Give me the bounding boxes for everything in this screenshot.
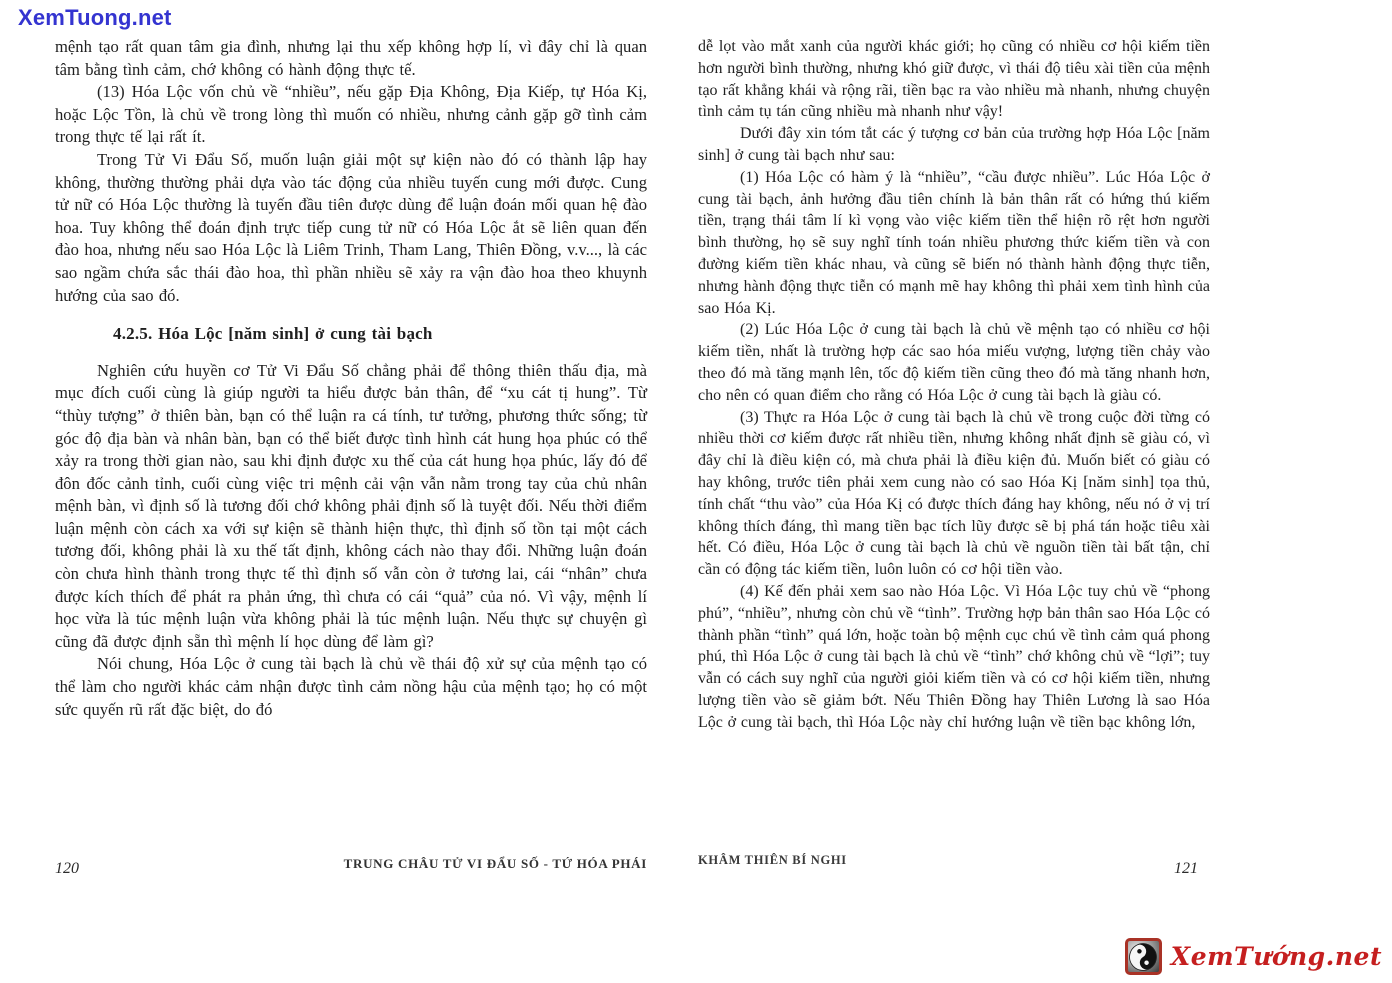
site-watermark: XemTuong.net [18, 5, 172, 30]
page-left-footer [55, 855, 647, 877]
paragraph: mệnh tạo rất quan tâm gia đình, nhưng lại thu xếp không hợp lí, vì đây chỉ là quan tâm bằng tình cảm, chớ không có hành động thực tế. [55, 37, 647, 79]
page-left [55, 36, 647, 721]
site-logo-text: XemTướng.net [1170, 942, 1382, 971]
page-right-footer [698, 851, 1210, 877]
paragraph: Nói chung, Hóa Lộc ở cung tài bạch là chủ về thái độ xử sự của mệnh tạo có thể làm cho người khác cảm nhận được tình cảm nồng hậu của mệnh tạo; họ có một sức quyến rũ rất đặc biệt, do đó [55, 654, 647, 719]
paragraph: (3) Thực ra Hóa Lộc ở cung tài bạch là chủ về trong cuộc đời từng có nhiều thời cơ kiếm được rất nhiều tiền, nhưng không nhất định sẽ giàu có, vì đây chỉ là điều kiện có, mà chưa phải là điều kiện đủ. Muốn biết có giàu có hay không, trước tiên phải xem cung nào có sao Hóa Kị [năm sinh] tọa thủ, tính chất “thu vào” của Hóa Kị có được thích đáng hay không, nếu nó ở vị trí không thích đáng, thì mang tiền bạc tích lũy được sẽ bị phá tán hoặc tiêu xài hết. Có điều, Hóa Lộc ở cung tài bạch là chủ về nguồn tiền tài bất tận, chỉ cần có động tác kiếm tiền, luôn luôn có cơ hội tiền vào. [698, 408, 1210, 579]
paragraph: (4) Kế đến phải xem sao nào Hóa Lộc. Vì Hóa Lộc tuy chủ về “phong phú”, “nhiều”, nhưng còn chủ về “tình”. Trường hợp bản thân sao Hóa Lộc có thành phần “tình” quá lớn, hoặc toàn bộ mệnh cục chú về tình cảm quá phong phú, thì Hóa Lộc ở cung tài bạch là chủ về “tình” chớ không chủ về “lợi”; tuy vẫn có cách suy nghĩ của người giỏi kiếm tiền và có cơ hội kiếm tiền, nhưng lượng tiền vào sẽ giảm bớt. Nếu Thiên Đồng hay Thiên Lương là sao Hóa Lộc ở cung tài bạch, thì Hóa Lộc này chỉ hướng luận về tiền bạc không lớn, [698, 582, 1210, 731]
paragraph: Trong Tử Vi Đẩu Số, muốn luận giải một sự kiện nào đó có thành lập hay không, thường thường phải dựa vào tác động của nhiều tuyến cung mới được. Cung tử nữ có Hóa Lộc thường là tuyến đầu tiên được dùng để luận đoán mối quan hệ đào hoa. Tuy không thể đoán định trực tiếp cung tử nữ có Hóa Lộc ắt sẽ liên quan đến đào hoa, nhưng nếu sao Hóa Lộc là Liêm Trinh, Tham Lang, Thiên Đồng, v.v..., là các sao ngầm chứa sắc thái đào hoa, thì phần nhiều sẽ xảy ra vận đào hoa theo khuynh hướng của sao đó. [55, 149, 647, 305]
paragraph: Nghiên cứu huyền cơ Tử Vi Đẩu Số chẳng phải để thông thiên thấu địa, mà mục đích cuối cùng là giúp người ta hiểu được bản thân, để “xu cát tị hung”. Từ “thùy tượng” ở thiên bàn, bạn có thể luận ra cá tính, tư tưởng, phương thức sống; từ góc độ địa bàn và nhân bàn, bạn có thể biết được tình hình cát hung họa phúc có thể xảy ra trong thời gian nào, sau khi định được xu thế của cát hung họa phúc, lấy đó để đôn đốc cảnh tỉnh, cuối cùng việc tri mệnh cải vận vẫn nằm trong tay của chủ nhân mệnh bàn, vì định số là tương đối chớ không phải định số là tuyệt đối. Nếu thời điểm luận mệnh còn cách xa với sự kiện sẽ thành hiện thực, thì định số tồn tại một cách tương đối, không phải là xu thế tất định, không cách nào thay đổi. Những luận đoán còn chưa hình thành trong thực tế thì định số vẫn còn ở tương lai, cái “nhân” chưa được kích thích để phát ra phản ứng, thì chưa có cái “quả” của nó. Vì vậy, mệnh lí học vừa là túc mệnh luận vừa không phải là túc mệnh luận. Nếu thực sự chuyện gì cũng đã được định sẵn thì mệnh lí học dùng để làm gì? [55, 360, 647, 651]
paragraph: (13) Hóa Lộc vốn chủ về “nhiều”, nếu gặp Địa Không, Địa Kiếp, tự Hóa Kị, hoặc Lộc Tồn, là chủ về trong lòng thì muốn có nhiều, nhưng cảnh gặp gỡ tình cảm trong thực tế lại rất ít. [55, 82, 647, 147]
paragraph: dễ lọt vào mắt xanh của người khác giới; họ cũng có nhiều cơ hội kiếm tiền hơn người bình thường, nhưng khó giữ được, vì thái độ tiêu xài tiền của mệnh tạo rất khẳng khái và rộng rãi, tiền bạc ra vào nhiều mà nhanh, nhưng chuyện tình cảm tụ tán cũng nhiều mà nhanh như vậy! [698, 38, 1210, 121]
running-title: KHÂM THIÊN BÍ NGHI [698, 853, 847, 867]
running-title: TRUNG CHÂU TỬ VI ĐẨU SỐ - TỨ HÓA PHÁI [343, 856, 647, 871]
paragraph: (2) Lúc Hóa Lộc ở cung tài bạch là chủ về mệnh tạo có nhiều cơ hội kiếm tiền, nhất là trường hợp các sao hóa miếu vượng, lượng tiền chảy vào theo đó mà tăng mạnh lên, tốc độ kiếm tiền cũng theo đó mà tăng nhanh hơn, cho nên có quan điểm cho rằng có Hóa Lộc ở cung tài bạch là giàu có. [698, 321, 1210, 404]
page-number: 120 [55, 860, 79, 877]
page-right [698, 36, 1210, 734]
section-heading: 4.2.5. Hóa Lộc [năm sinh] ở cung tài bạch [113, 324, 433, 344]
yin-yang-icon [1125, 938, 1162, 975]
site-logo [1119, 936, 1388, 977]
paragraph: (1) Hóa Lộc có hàm ý là “nhiều”, “cầu được nhiều”. Lúc Hóa Lộc ở cung tài bạch, ảnh hưởng đầu tiên chính là bản thân rất có hứng thú kiếm tiền, trạng thái tâm lí kì vọng vào việc kiếm tiền thể hiện rõ rệt hơn người bình thường, họ sẽ suy nghĩ tính toán nhiều phương thức kiếm tiền và con đường kiếm tiền khác nhau, và cũng sẽ biến nó thành hành động thực tiễn, nhưng hành động thực tiễn có mạnh mẽ hay không thì phải xem tình hình của sao Hóa Kị. [698, 168, 1210, 317]
page-number: 121 [1174, 860, 1198, 877]
paragraph: Dưới đây xin tóm tắt các ý tượng cơ bản của trường hợp Hóa Lộc [năm sinh] ở cung tài bạch như sau: [698, 125, 1210, 164]
